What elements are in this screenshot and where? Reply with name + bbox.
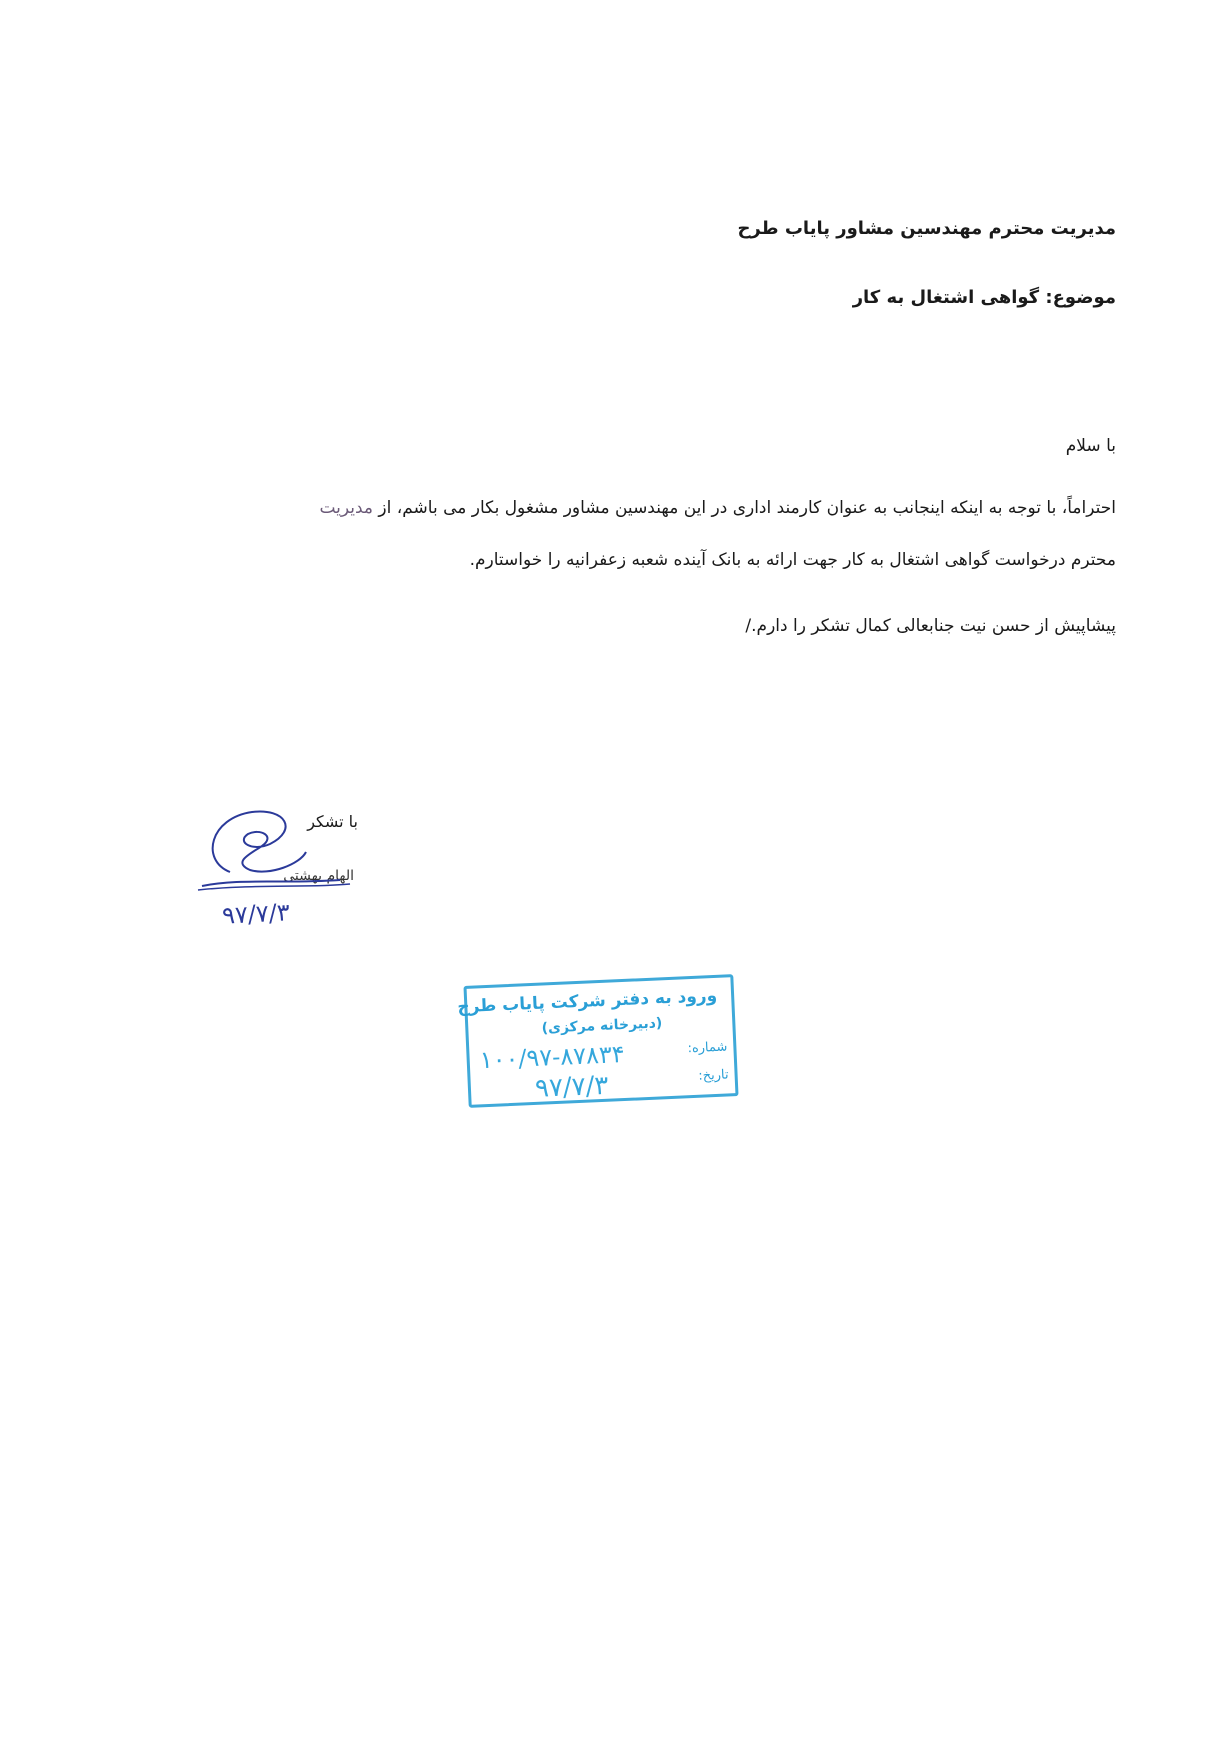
body-line-2: محترم درخواست گواهی اشتغال به کار جهت ارائه به بانک آینده شعبه زعفرانیه را خواستارم. — [469, 550, 1116, 570]
body-line-1-end: مدیریت — [319, 498, 374, 518]
signature-block — [190, 800, 370, 950]
closing-line: پیشاپیش از حسن نیت جنابعالی کمال تشکر را دارم./ — [745, 616, 1116, 636]
body-line-1 — [319, 498, 1116, 518]
signature-thanks: با تشکر — [307, 812, 358, 831]
stamp-number-label: شماره: — [687, 1039, 728, 1057]
stamp-date-value: ۹۷/۷/۳ — [534, 1070, 610, 1104]
greeting-line: با سلام — [1065, 436, 1116, 456]
signature-name: الهام بهشتی — [283, 868, 354, 884]
body-line-1-main: احتراماً، با توجه به اینکه اینجانب به عنوان کارمند اداری در این مهندسین مشاور مشغول بکار می باشم، از — [378, 498, 1116, 518]
subject-line: موضوع: گواهی اشتغال به کار — [852, 287, 1116, 308]
entry-stamp — [457, 974, 738, 1108]
stamp-date-label: تاریخ: — [698, 1067, 729, 1084]
handwritten-signature-icon — [190, 800, 370, 910]
stamp-number-value: ۱۰۰/۹۷-۸۷۸۳۴ — [479, 1039, 626, 1075]
signature-date: ۹۷/۷/۳ — [221, 898, 291, 930]
recipient-line: مدیریت محترم مهندسین مشاور پایاب طرح — [737, 218, 1116, 239]
stamp-title: ورود به دفتر شرکت پایاب طرح — [457, 985, 718, 1018]
stamp-subtitle: (دبیرخانه مرکزی) — [541, 1015, 663, 1037]
